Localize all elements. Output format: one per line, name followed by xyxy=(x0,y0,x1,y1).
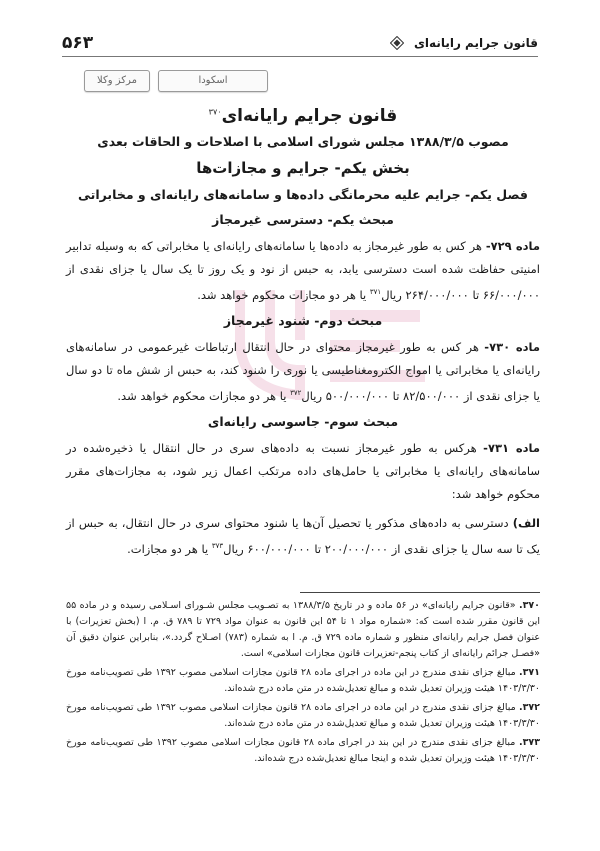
clause-text-end: یا هر دو مجازات. xyxy=(127,541,212,556)
clause-alef xyxy=(66,512,540,561)
header-title-group xyxy=(390,36,538,50)
footnote-text: «قانون جرایم رایانه‌ای» در ۵۶ ماده و در تاریخ ۱۳۸۸/۳/۵ به تصـویب مجلس شـورای اسـلامی رسیده و در ماده ۵۵ این قانون مقرر شده است که: «شماره مواد ۱ تا ۵۴ این قانون به عنوان مواد ۷۲۹ تا ۷۸۹ ق. م. ا (بخش تعزیرات) با عنوان فصل جرایم رایانه‌ای منظور و شماره ماده ۷۲۹ ق. م. ا به شماره (۷۸۳) اصـلاح گردد.»، بنابراین عنوان دقیق آن «فصـل جرائم رایانه‌ای از کتاب پنجم-تعزیرات قانون مجازات اسلامی» است. xyxy=(66,600,541,659)
footnote-372 xyxy=(66,700,540,732)
ascoda-button[interactable]: اسکودا xyxy=(158,70,268,92)
vokala-center-button[interactable]: مرکز وکلا xyxy=(84,70,150,92)
footnote-ref-370[interactable]: ۳۷۰ xyxy=(208,107,222,117)
article-label: ماده ۷۲۹- xyxy=(485,239,540,253)
footnote-text: مبالغ جزای نقدی مندرج در این ماده در اجرای ماده ۲۸ قانون مجازات اسلامی مصوب ۱۳۹۲ طی تصویب‌نامه مورخ ۱۴۰۳/۳/۳۰ هیئت وزیران تعدیل شده و مبالغ تعدیل‌شده در متن ماده درج شده‌اند. xyxy=(66,667,540,694)
footnote-label: ۳۷۱. xyxy=(518,667,540,678)
article-731 xyxy=(66,437,540,506)
footnote-text: مبالغ جزای نقدی مندرج در این ماده در اجرای ماده ۲۸ قانون مجازات اسلامی مصوب ۱۳۹۲ طی تصویب‌نامه مورخ ۱۴۰۳/۳/۳۰ هیئت وزیران تعدیل شده و مبالغ تعدیل‌شده در متن ماده درج شده‌اند. xyxy=(66,702,540,729)
footnote-373 xyxy=(66,735,540,767)
article-text-end: یا هر دو مجازات محکوم خواهد شد. xyxy=(117,388,291,403)
article-label: ماده ۷۳۰- xyxy=(484,339,540,354)
page-header xyxy=(62,30,538,57)
page-number: ۵۶۳ xyxy=(62,33,94,53)
footnote-ref-372[interactable]: ۳۷۲ xyxy=(290,388,302,397)
article-text: هر کس به طور غیرمجاز به داده‌ها یا سامانه‌های رایانه‌ای یا مخابراتی که به وسیله تدابیر امنیتی حفاظت شده است دسترسی یابد، به حبس از نود و یک روز تا یک سال یا جزای نقدی از ۶۶/۰۰۰/۰۰۰ تا ۲۶۴/۰۰۰/۰۰۰ ریال xyxy=(66,239,540,302)
part-title: بخش یکم- جرایم و مجازات‌ها xyxy=(196,159,410,177)
section-title-1: مبحث یکم- دسترسی غیرمجاز xyxy=(212,212,394,227)
chapter-title: فصل یکم- جرایم علیه محرمانگی داده‌ها و سامانه‌های رایانه‌ای و مخابراتی xyxy=(78,187,528,202)
running-title: قانون جرایم رایانه‌ای xyxy=(413,36,538,50)
law-subtitle: مصوب ۱۳۸۸/۳/۵ مجلس شورای اسلامی با اصلاحات و الحاقات بعدی xyxy=(97,134,509,149)
law-title-text: قانون جرایم رایانه‌ای xyxy=(221,106,398,126)
section-title-2: مبحث دوم- شنود غیرمجاز xyxy=(223,312,383,328)
main-content xyxy=(66,102,540,566)
footnotes xyxy=(66,598,540,770)
clause-label: الف) xyxy=(512,515,540,530)
article-730 xyxy=(66,336,540,408)
footnote-370 xyxy=(66,598,540,662)
section-title-3: مبحث سوم- جاسوسی رایانه‌ای xyxy=(207,413,399,429)
footnote-ref-373[interactable]: ۳۷۳ xyxy=(211,541,224,550)
link-buttons xyxy=(84,70,268,92)
footnote-label: ۳۷۳. xyxy=(518,737,540,748)
article-text: هرکس به طور غیرمجاز نسبت به داده‌های سری در حال انتقال یا ذخیره‌شده در سامانه‌های رایانه‌ای یا مخابراتی یا حامل‌های داده مرتکب اعمال زیر شود، به مجازات‌های مقرر محکوم خواهد شد: xyxy=(66,440,540,501)
clause-text: دسترسی به داده‌های مذکور یا تحصیل آن‌ها یا شنود محتوای سری در حال انتقال، به حبس از یک تا سه سال یا جزای نقدی از ۲۰۰/۰۰۰/۰۰۰ تا ۶۰۰/۰۰۰/۰۰۰ ریال xyxy=(66,515,540,556)
footnote-text: مبالغ جزای نقدی مندرج در این بند در اجرای ماده ۲۸ قانون مجازات اسلامی مصوب ۱۳۹۲ طی تصویب‌نامه مورخ ۱۴۰۳/۳/۳۰ هیئت وزیران تعدیل شده و اینجا مبالغ تعدیل‌شده درج شده‌اند. xyxy=(66,737,540,764)
footnote-ref-371[interactable]: ۳۷۱ xyxy=(369,288,382,296)
article-text-end: یا هر دو مجازات محکوم خواهد شد. xyxy=(197,287,370,302)
footnote-separator xyxy=(300,592,540,593)
article-label: ماده ۷۳۱- xyxy=(483,440,540,455)
footnote-label: ۳۷۲. xyxy=(518,702,540,713)
law-title xyxy=(66,106,540,126)
article-729 xyxy=(66,235,540,307)
article-text: هر کس به طور غیرمجاز محتوای در حال انتقال ارتباطات غیرعمومی در سامانه‌های رایانه‌ای یا مخابراتی یا امواج الکترومغناطیسی یا نوری را شنود کند، به حبس از شش ماه تا دو سال یا جزای نقدی از ۸۲/۵۰۰/۰۰۰ تا ۵۰۰/۰۰۰/۰۰۰ ریال xyxy=(66,339,540,403)
footnote-371 xyxy=(66,665,540,697)
footnote-label: ۳۷۰. xyxy=(518,600,540,611)
diamond-ornament-icon xyxy=(390,36,404,50)
